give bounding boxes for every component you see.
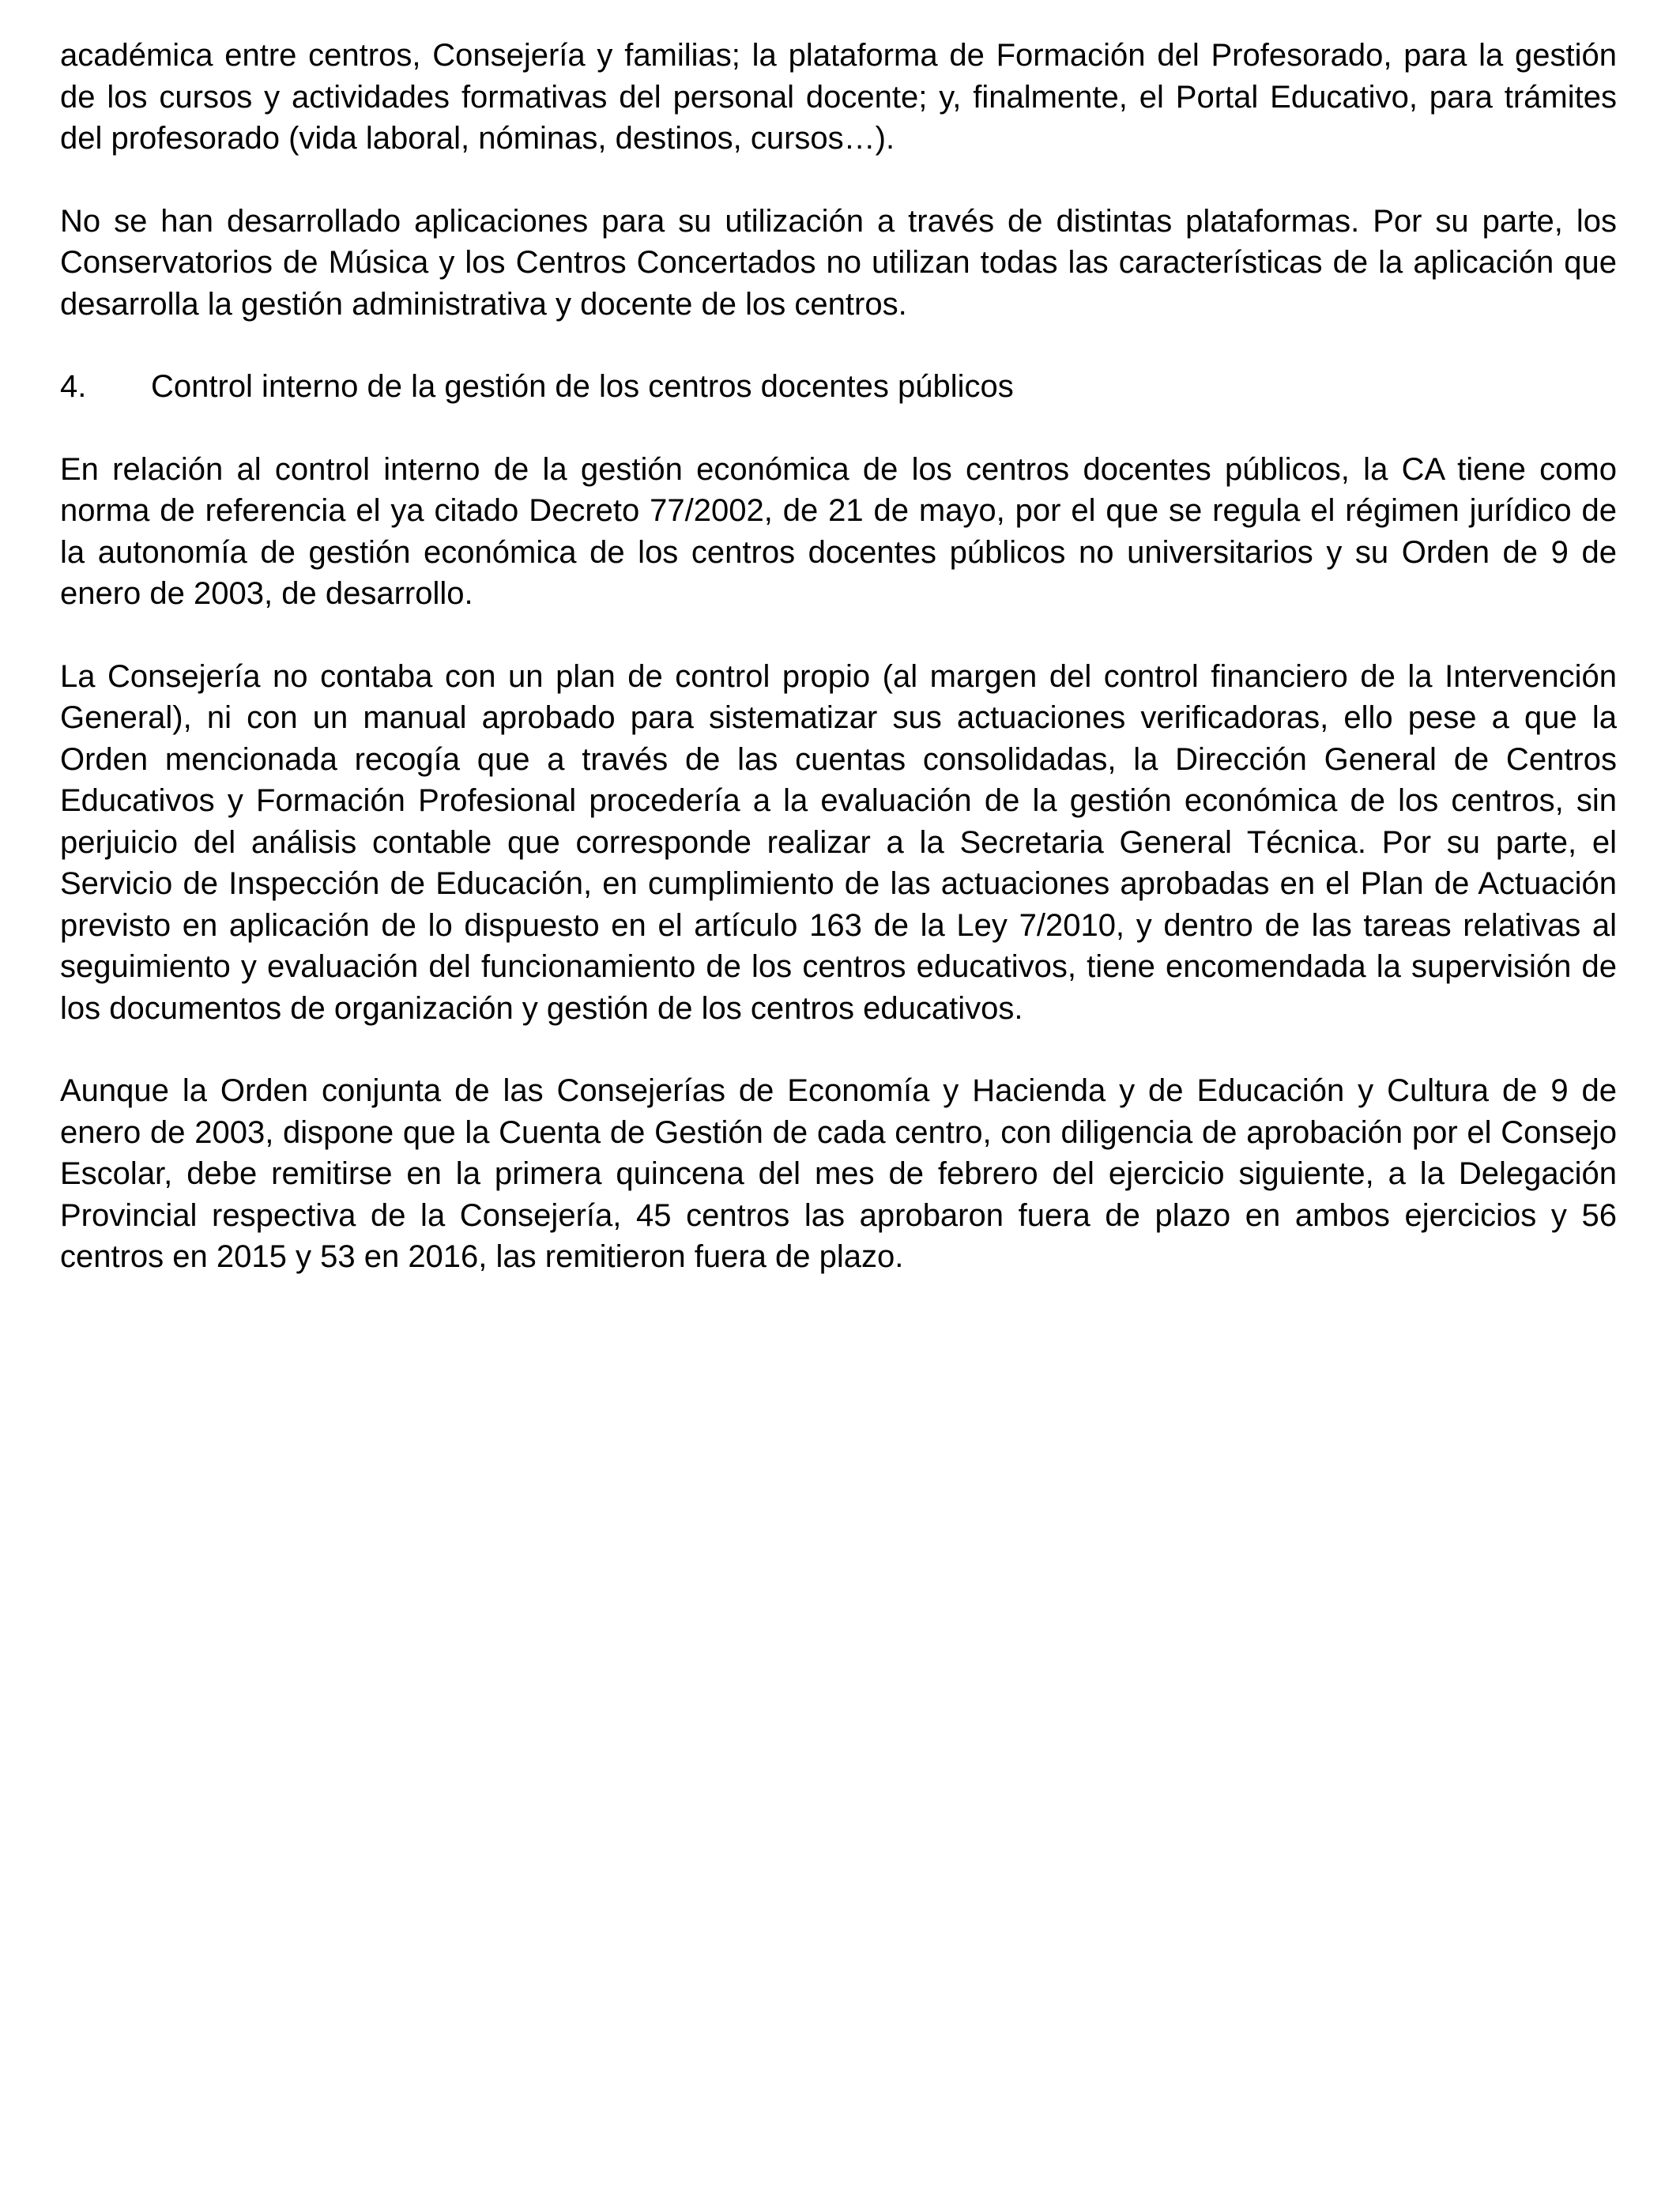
paragraph-applications: No se han desarrollado aplicaciones para su utilización a través de distintas plataformas. Por su parte, los Conservatorios de Música y los Centros Concertados no utilizan todas las características de la aplicación que desarrolla la gestión administrativa y docente de los centros. (60, 203, 1617, 322)
paragraph-internal-control: En relación al control interno de la gestión económica de los centros docentes públicos, la CA tiene como norma de referencia el ya citado Decreto 77/2002, de 21 de mayo, por el que se regula el régimen jurídico de la autonomía de gestión económica de los centros docentes públicos no universitarios y su Orden de 9 de enero de 2003, de desarrollo. (60, 451, 1617, 611)
paragraph-control-plan: La Consejería no contaba con un plan de control propio (al margen del control financiero de la Intervención General), ni con un manual aprobado para sistematizar sus actuaciones verificadoras, ello pese a que la Orden mencionada recogía que a través de las cuentas consolidadas, la Dirección General de Centros Educativos y Formación Profesional procedería a la evaluación de la gestión económica de los centros, sin perjuicio del análisis contable que corresponde realizar a la Secretaria General Técnica. Por su parte, el Servicio de Inspección de Educación, en cumplimiento de las actuaciones aprobadas en el Plan de Actuación previsto en aplicación de lo dispuesto en el artículo 163 de la Ley 7/2010, y dentro de las tareas relativas al seguimiento y evaluación del funcionamiento de los centros educativos, tiene encomendada la supervisión de los documentos de organización y gestión de los centros educativos. (60, 658, 1617, 1026)
section-heading (60, 366, 1617, 408)
paragraph-platforms: académica entre centros, Consejería y familias; la plataforma de Formación del Profesorado, para la gestión de los cursos y actividades formativas del personal docente; y, finalmente, el Portal Educativo, para trámites del profesorado (vida laboral, nóminas, destinos, cursos…). (60, 38, 1617, 156)
document-page (60, 35, 1617, 1319)
section-number: 4. (60, 369, 87, 404)
section-title: Control interno de la gestión de los centros docentes públicos (151, 369, 1014, 404)
paragraph-management-account: Aunque la Orden conjunta de las Consejerías de Economía y Hacienda y de Educación y Cultura de 9 de enero de 2003, dispone que la Cuenta de Gestión de cada centro, con diligencia de aprobación por el Consejo Escolar, debe remitirse en la primera quincena del mes de febrero del ejercicio siguiente, a la Delegación Provincial respectiva de la Consejería, 45 centros las aprobaron fuera de plazo en ambos ejercicios y 56 centros en 2015 y 53 en 2016, las remitieron fuera de plazo. (60, 1073, 1617, 1274)
